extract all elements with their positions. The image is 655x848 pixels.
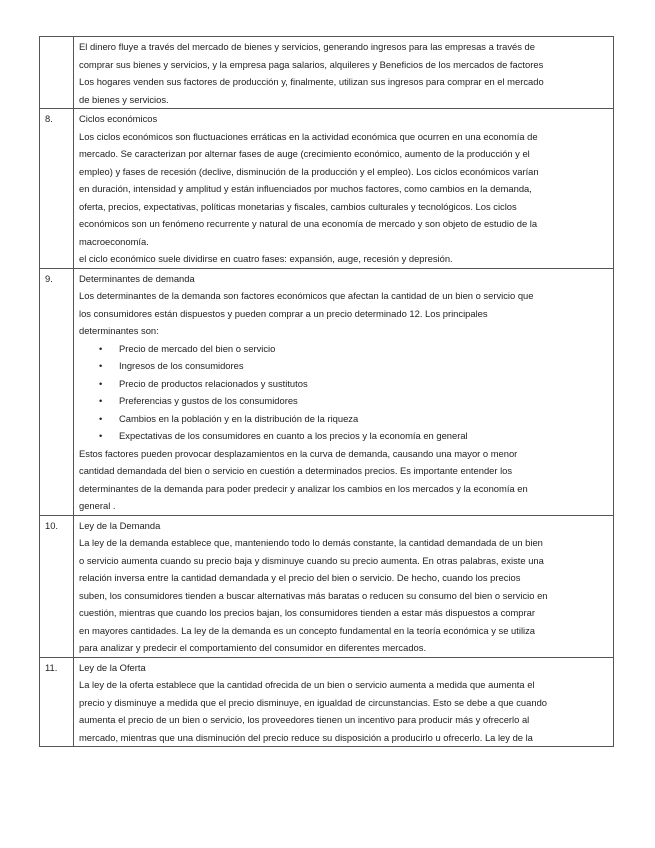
table-row [40,37,614,109]
paragraph-line: el ciclo económico suele dividirse en cuatro fases: expansión, auge, recesión y depresión. [79,253,453,264]
paragraph-line: cuestión, mientras que cuando los precios bajan, los consumidores tienden a estar más dispuestos a comprar [79,607,535,618]
list-item [79,427,609,445]
bullet-icon: • [99,430,103,441]
list-item [79,357,609,375]
section-title: Determinantes de demanda [79,272,195,284]
bullet-icon: • [99,342,103,354]
determinants-list [79,340,609,445]
section-title: Ciclos económicos [79,113,158,124]
list-item-text: Precio de productos relacionados y sustitutos [119,377,308,389]
section-title: Ley de la Oferta [79,661,146,673]
paragraph-line: oferta, precios, expectativas, políticas monetarias y fiscales, cambios culturales y tecnológicos. Los ciclos [79,200,517,212]
paragraph-line: Los hogares venden sus factores de producción y, finalmente, utilizan sus ingresos para comprar en el mercado [79,76,544,87]
list-item-text: Expectativas de los consumidores en cuanto a los precios y la economía en general [119,430,468,441]
paragraph-line: relación inversa entre la cantidad demandada y el precio del bien o servicio. De hecho, cuando los precios [79,572,521,583]
list-item-text: Precio de mercado del bien o servicio [119,342,276,354]
row-content [74,37,614,109]
row-number: 11. [40,657,74,747]
row-number: 10. [40,515,74,657]
row-content [74,657,614,747]
paragraph-line: económicos son un fenómeno recurrente y natural de una economía de mercado y son objeto de estudio de la [79,218,538,229]
list-item [79,375,609,393]
paragraph-line: o servicio aumenta cuando su precio baja y disminuye cuando su precio aumenta. En otras palabras, existe una [79,554,544,566]
paragraph-line: macroeconomía. [79,235,149,247]
paragraph-line: El dinero fluye a través del mercado de bienes y servicios, generando ingresos para las empresas a través de [79,41,535,52]
list-item [79,392,609,410]
paragraph-line: La ley de la demanda establece que, manteniendo todo lo demás constante, la cantidad demandada de un bien [79,537,543,548]
paragraph-line: en duración, intensidad y amplitud y están influenciados por muchos factores, como cambios en la demanda, [79,183,532,194]
bullet-icon: • [99,395,103,406]
list-item-text: Ingresos de los consumidores [119,360,244,371]
row-number: 8. [40,109,74,269]
table-row [40,515,614,657]
paragraph-line: aumenta el precio de un bien o servicio, los proveedores tienen un incentivo para producir más y ofrecerlo al [79,714,530,725]
row-content [74,109,614,269]
list-item-text: Preferencias y gustos de los consumidores [119,395,298,406]
bullet-icon: • [99,377,103,389]
paragraph-line: determinantes son: [79,325,159,336]
paragraph-line: Los determinantes de la demanda son factores económicos que afectan la cantidad de un bien o servicio que [79,290,534,301]
row-content [74,515,614,657]
paragraph-line: de bienes y servicios. [79,93,169,105]
row-number: 9. [40,268,74,515]
section-title: Ley de la Demanda [79,519,161,531]
paragraph-line: comprar sus bienes y servicios, y la empresa paga salarios, alquileres y Beneficios de los mercados de factores [79,58,544,70]
paragraph-line: La ley de la oferta establece que la cantidad ofrecida de un bien o servicio aumenta a medida que aumenta el [79,679,535,690]
list-item-text: Cambios en la población y en la distribución de la riqueza [119,412,359,424]
row-number [40,37,74,109]
paragraph-line: empleo) y fases de recesión (declive, disminución de la producción y el empleo). Los ciclos económicos varían [79,165,539,177]
paragraph-line: suben, los consumidores tienden a buscar alternativas más baratas o reducen su consumo del bien o servicio en [79,589,548,601]
paragraph-line: mercado, mientras que una disminución del precio reduce su disposición a producirlo u ofrecerlo. La ley de la [79,731,533,743]
bullet-icon: • [99,360,103,371]
table-row [40,109,614,269]
list-item [79,340,609,358]
row-content [74,268,614,515]
list-item [79,410,609,428]
paragraph-line: Los ciclos económicos son fluctuaciones erráticas en la actividad económica que ocurren en una economía de [79,130,538,142]
paragraph-line: los consumidores están dispuestos y pueden comprar a un precio determinado 12. Los principales [79,307,488,319]
content-table [39,36,614,747]
paragraph-line: Estos factores pueden provocar desplazamientos en la curva de demanda, causando una mayor o menor [79,447,518,459]
paragraph-line: precio y disminuye a medida que el precio disminuye, en igualdad de circunstancias. Esto se debe a que cuando [79,696,547,708]
paragraph-line: determinantes de la demanda para poder predecir y analizar los cambios en los mercados y la economía en [79,482,528,494]
paragraph-line: en mayores cantidades. La ley de la demanda es un concepto fundamental en la teoría económica y se utiliza [79,624,536,636]
paragraph-line: cantidad demandada del bien o servicio en cuestión a determinados precios. Es importante entender los [79,465,513,476]
table-row [40,268,614,515]
paragraph-line: para analizar y predecir el comportamiento del consumidor en diferentes mercados. [79,642,427,653]
paragraph-line: mercado. Se caracterizan por alternar fases de auge (crecimiento económico, aumento de la producción y el [79,148,530,159]
table-row [40,657,614,747]
paragraph-line: general . [79,500,116,511]
bullet-icon: • [99,412,103,424]
